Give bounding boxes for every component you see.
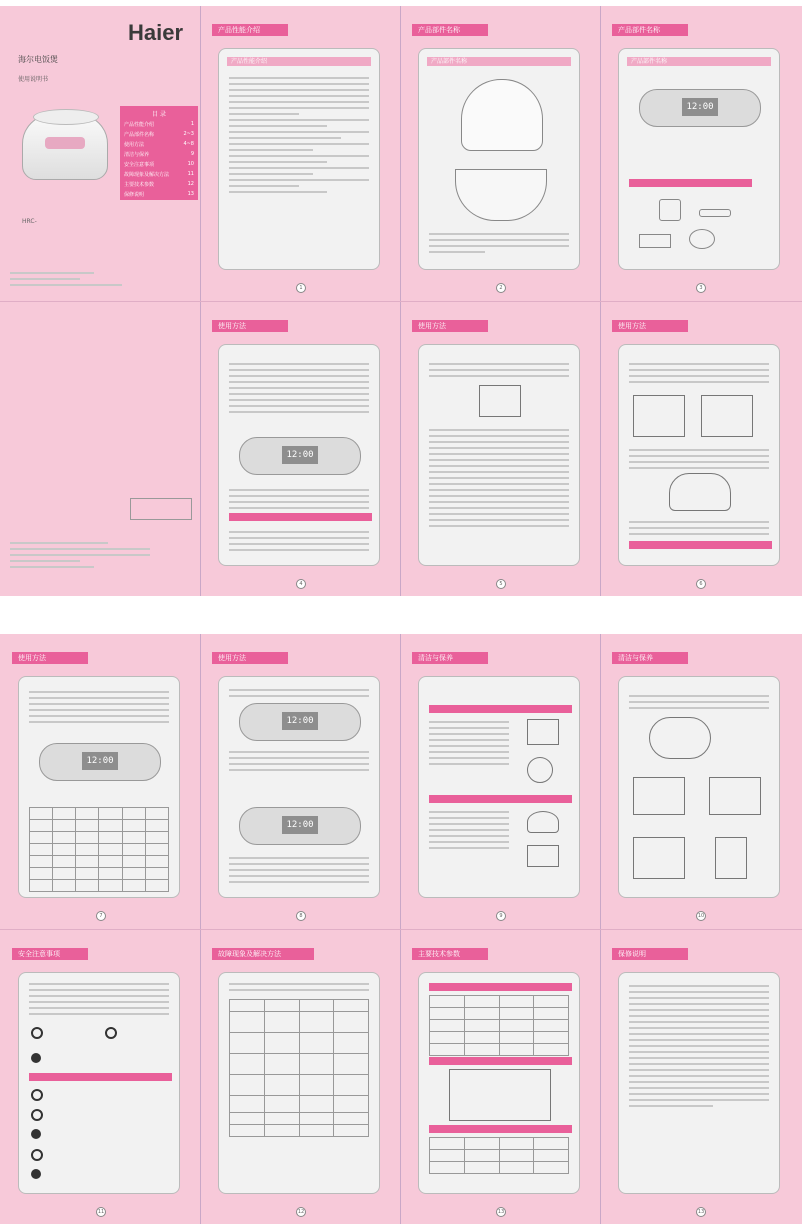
page-number: 7 [96, 911, 106, 921]
page-number: 6 [696, 579, 706, 589]
toc-heading: 目 录 [152, 111, 166, 118]
steamer-icon [689, 229, 715, 249]
page-usage-4 [0, 634, 200, 929]
page-number: 10 [697, 913, 705, 919]
page-number: 9 [496, 911, 506, 921]
body-text [229, 73, 369, 197]
warning-icon [31, 1053, 41, 1063]
card-section-title: 产品部件名称 [627, 57, 771, 66]
page-safety [0, 930, 200, 1225]
content-card [218, 676, 380, 898]
content-card [18, 676, 180, 898]
body-text [229, 685, 369, 701]
toc-item[interactable]: 产品部件名称 2~3 [124, 131, 194, 138]
content-card [618, 676, 780, 898]
page-number: 13 [497, 1209, 505, 1215]
page-usage-1 [200, 302, 400, 597]
cover-title: 海尔电饭煲 [18, 55, 58, 64]
body-text [629, 445, 769, 473]
cover-subtitle: 使用说明书 [18, 76, 49, 83]
cleaning-illustration-3 [709, 777, 761, 815]
section-header: 主要技术参数 [412, 948, 488, 960]
certificate-box [130, 498, 192, 520]
toc-item[interactable]: 使用方法 4~8 [124, 141, 194, 148]
subsection-band [429, 983, 572, 991]
lid-illustration [527, 811, 559, 833]
lcd-display: 12:00 [82, 752, 118, 770]
page-parts-2 [600, 6, 800, 301]
toc-item[interactable]: 保修说明 13 [124, 191, 194, 198]
lcd-display: 12:00 [282, 446, 318, 464]
toc-item[interactable]: 安全注意事项 10 [124, 161, 194, 168]
page-specs [400, 930, 600, 1225]
section-header: 产品性能介绍 [212, 24, 288, 36]
content-card [618, 48, 780, 270]
subsection-band [429, 705, 572, 713]
iron-illustration [527, 719, 559, 745]
warning-icon [31, 1129, 41, 1139]
cooker-illustration [669, 473, 731, 511]
highlight-band [629, 541, 772, 549]
cooker-diagram [461, 79, 543, 151]
top-sheet [0, 6, 802, 596]
page-cleaning-2 [600, 634, 800, 929]
page-usage-2 [400, 302, 600, 597]
rice-cooker-image [22, 114, 108, 180]
content-card [418, 344, 580, 566]
content-card [18, 972, 180, 1194]
back-cover-pane [0, 302, 200, 597]
body-text [429, 807, 509, 853]
content-card [218, 972, 380, 1194]
page-troubleshooting [200, 930, 400, 1225]
prohibited-icon [31, 1089, 43, 1101]
content-card [618, 972, 780, 1194]
card-section-title: 产品部件名称 [427, 57, 571, 66]
prohibited-icon [105, 1027, 117, 1039]
prohibited-icon [31, 1027, 43, 1039]
cover-pane [0, 6, 200, 301]
section-header: 使用方法 [212, 652, 288, 664]
control-panel-diagram-2 [239, 807, 361, 845]
content-card [218, 344, 380, 566]
page-usage-3 [600, 302, 800, 597]
circuit-diagram [449, 1069, 551, 1121]
section-header: 使用方法 [612, 320, 688, 332]
section-header: 使用方法 [412, 320, 488, 332]
page-number: 13 [697, 1209, 705, 1215]
page-number: 4 [296, 579, 306, 589]
control-panel-diagram [239, 703, 361, 741]
body-text [429, 425, 569, 531]
inner-pot-diagram [455, 169, 547, 221]
body-text [29, 979, 169, 1019]
bottom-sheet [0, 634, 802, 1224]
body-text [629, 359, 769, 387]
body-text [229, 979, 369, 995]
cleaning-illustration-4 [633, 837, 685, 879]
body-text [629, 517, 769, 539]
toc-item[interactable]: 故障现象及解决方法 11 [124, 171, 194, 178]
content-card [618, 344, 780, 566]
rice-washing-illustration [479, 385, 521, 417]
toc-item[interactable]: 清洁与保养 9 [124, 151, 194, 158]
body-text [629, 691, 769, 713]
section-header: 清洁与保养 [412, 652, 488, 664]
toc-item[interactable]: 产品性能介绍 1 [124, 121, 194, 128]
valve-illustration [527, 845, 559, 867]
prohibited-icon [31, 1149, 43, 1161]
measuring-cup-icon [659, 199, 681, 221]
lcd-display: 12:00 [282, 816, 318, 834]
body-text [229, 747, 369, 775]
body-text [429, 359, 569, 381]
subsection-band [429, 795, 572, 803]
content-card [418, 972, 580, 1194]
body-text [629, 981, 769, 1111]
cleaning-illustration-5 [715, 837, 747, 879]
body-text [429, 717, 509, 769]
content-card [418, 676, 580, 898]
cooking-menu-table [29, 807, 169, 892]
warning-icon [31, 1169, 41, 1179]
toc-item[interactable]: 主要技术参数 12 [124, 181, 194, 188]
section-header: 安全注意事项 [12, 948, 88, 960]
control-panel-diagram [239, 437, 361, 475]
subsection-band [429, 1125, 572, 1133]
content-card [218, 48, 380, 270]
troubleshooting-table [229, 999, 369, 1137]
content-card [418, 48, 580, 270]
page-number: 8 [296, 911, 306, 921]
disk-illustration [527, 757, 553, 783]
model-label: HRC- [22, 218, 37, 225]
section-header: 使用方法 [212, 320, 288, 332]
lcd-display: 12:00 [282, 712, 318, 730]
control-panel-diagram [39, 743, 161, 781]
cover-footer-text [10, 268, 150, 290]
section-header: 保修说明 [612, 948, 688, 960]
company-info [10, 538, 150, 572]
page-number: 3 [696, 283, 706, 293]
body-text [229, 853, 369, 887]
page-parts [400, 6, 600, 301]
page-warranty [600, 930, 800, 1225]
page-number: 2 [496, 283, 506, 293]
section-header: 使用方法 [12, 652, 88, 664]
prohibited-icon [31, 1109, 43, 1121]
section-header: 故障现象及解决方法 [212, 948, 314, 960]
body-text [29, 687, 169, 727]
control-panel-diagram [639, 89, 761, 127]
highlight-band [229, 513, 372, 521]
card-section-title: 产品性能介绍 [227, 57, 371, 66]
caution-band [29, 1073, 172, 1081]
brand-logo: Haier [128, 20, 184, 45]
section-header: 产品部件名称 [612, 24, 688, 36]
page-number: 5 [496, 579, 506, 589]
page-cleaning-1 [400, 634, 600, 929]
page-number: 1 [296, 283, 306, 293]
cleaning-illustration-2 [633, 777, 685, 815]
accessories-band [629, 179, 752, 187]
power-cord-icon [639, 234, 671, 248]
placing-pot-illustration [701, 395, 753, 437]
body-text [229, 359, 369, 417]
body-text [229, 485, 369, 513]
page-performance [200, 6, 400, 301]
contents-table [429, 1137, 569, 1174]
page-number: 11 [97, 1209, 105, 1215]
page-usage-5 [200, 634, 400, 929]
page-number: 12 [297, 1209, 305, 1215]
inner-pot-illustration [633, 395, 685, 437]
section-header: 产品部件名称 [412, 24, 488, 36]
section-header: 清洁与保养 [612, 652, 688, 664]
body-text [229, 527, 369, 555]
lcd-display: 12:00 [682, 98, 718, 116]
subsection-band [429, 1057, 572, 1065]
specs-table [429, 995, 569, 1056]
parts-legend [429, 229, 569, 257]
cleaning-illustration [649, 717, 711, 759]
table-of-contents [120, 106, 198, 200]
spoon-icon [699, 209, 731, 217]
